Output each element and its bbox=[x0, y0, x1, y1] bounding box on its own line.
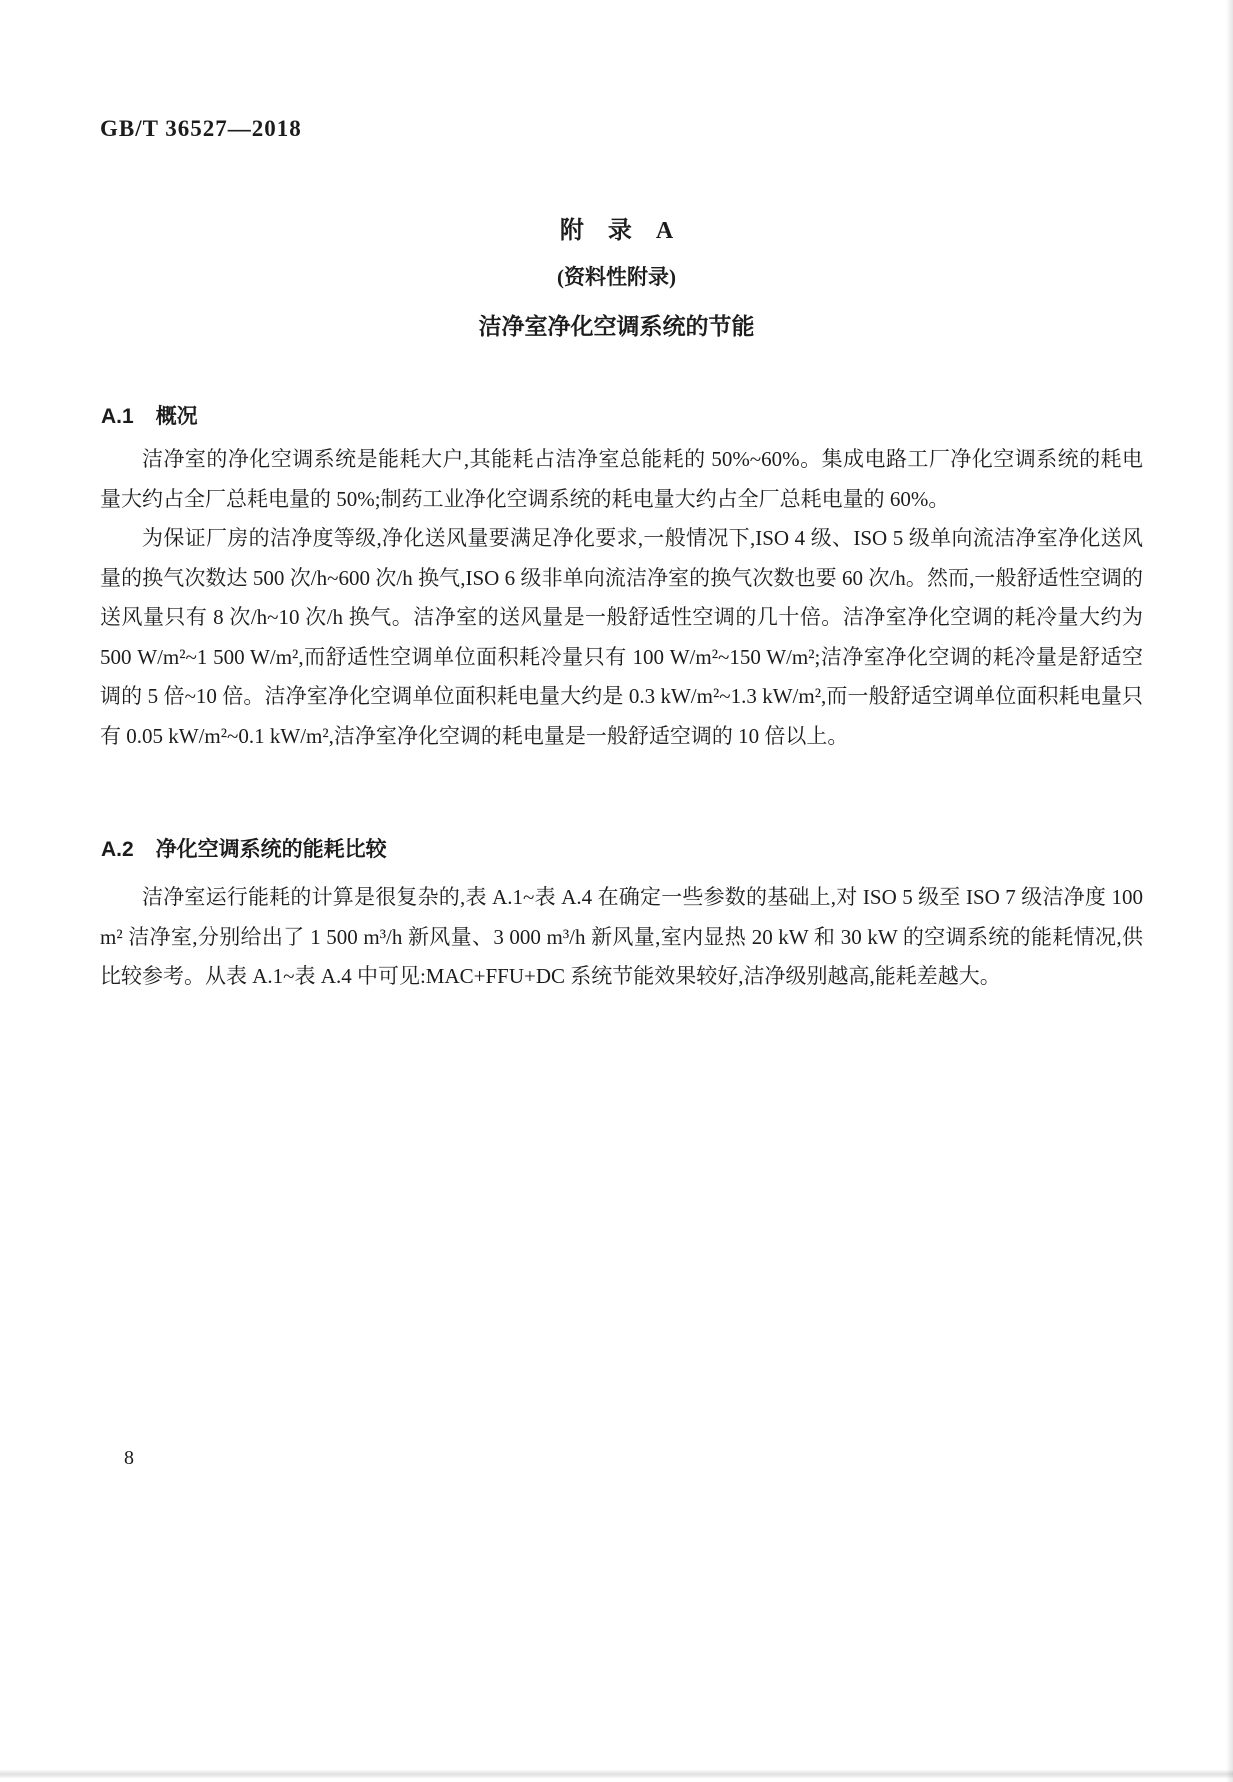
section-a2-body bbox=[100, 878, 1143, 997]
section-number: A.1 bbox=[101, 405, 134, 428]
standard-code: GB/T 36527—2018 bbox=[100, 116, 302, 141]
section-a1-body bbox=[100, 440, 1143, 756]
scan-artifact-right-edge bbox=[1226, 0, 1233, 1782]
section-title: 概况 bbox=[155, 405, 198, 428]
appendix-title-block bbox=[0, 210, 1233, 341]
section-heading-a1 bbox=[101, 400, 198, 430]
section-title: 净化空调系统的能耗比较 bbox=[155, 838, 387, 861]
paragraph: 洁净室的净化空调系统是能耗大户,其能耗占洁净室总能耗的 50%~60%。集成电路工厂净化空调系统的耗电量大约占全厂总耗电量的 50%;制药工业净化空调系统的耗电量大约占全厂总耗电量的 60%。 bbox=[100, 447, 1143, 511]
paragraph: 为保证厂房的洁净度等级,净化送风量要满足净化要求,一般情况下,ISO 4 级、ISO 5 级单向流洁净室净化送风量的换气次数达 500 次/h~600 次/h 换气,ISO 6 级非单向流洁净室的换气次数也要 60 次/h。然而,一般舒适性空调的送风量只有 8 次/h~10 次/h 换气。洁净室的送风量是一般舒适性空调的几十倍。洁净室净化空调的耗冷量大约为 500 W/m²~1 500 W/m²,而舒适性空调单位面积耗冷量只有 100 W/m²~150 W/m²;洁净室净化空调的耗冷量是舒适空调的 5 倍~10 倍。洁净室净化空调单位面积耗电量大约是 0.3 kW/m²~1.3 kW/m²,而一般舒适空调单位面积耗电量只有 0.05 kW/m²~0.1 kW/m²,洁净室净化空调的耗电量是一般舒适空调的 10 倍以上。 bbox=[100, 526, 1143, 748]
scan-artifact-bottom-edge bbox=[0, 1770, 1233, 1778]
paragraph: 洁净室运行能耗的计算是很复杂的,表 A.1~表 A.4 在确定一些参数的基础上,对 ISO 5 级至 ISO 7 级洁净度 100 m² 洁净室,分别给出了 1 500 m³/h 新风量、3 000 m³/h 新风量,室内显热 20 kW 和 30 kW 的空调系统的能耗情况,供比较参考。从表 A.1~表 A.4 中可见:MAC+FFU+DC 系统节能效果较好,洁净级别越高,能耗差越大。 bbox=[100, 885, 1143, 988]
section-number: A.2 bbox=[101, 838, 134, 861]
appendix-subtitle: (资料性附录) bbox=[557, 265, 676, 289]
page-number: 8 bbox=[124, 1447, 134, 1469]
section-heading-a2 bbox=[101, 833, 387, 863]
appendix-title: 附 录 A bbox=[559, 218, 674, 244]
appendix-topic-title: 洁净室净化空调系统的节能 bbox=[478, 314, 755, 339]
